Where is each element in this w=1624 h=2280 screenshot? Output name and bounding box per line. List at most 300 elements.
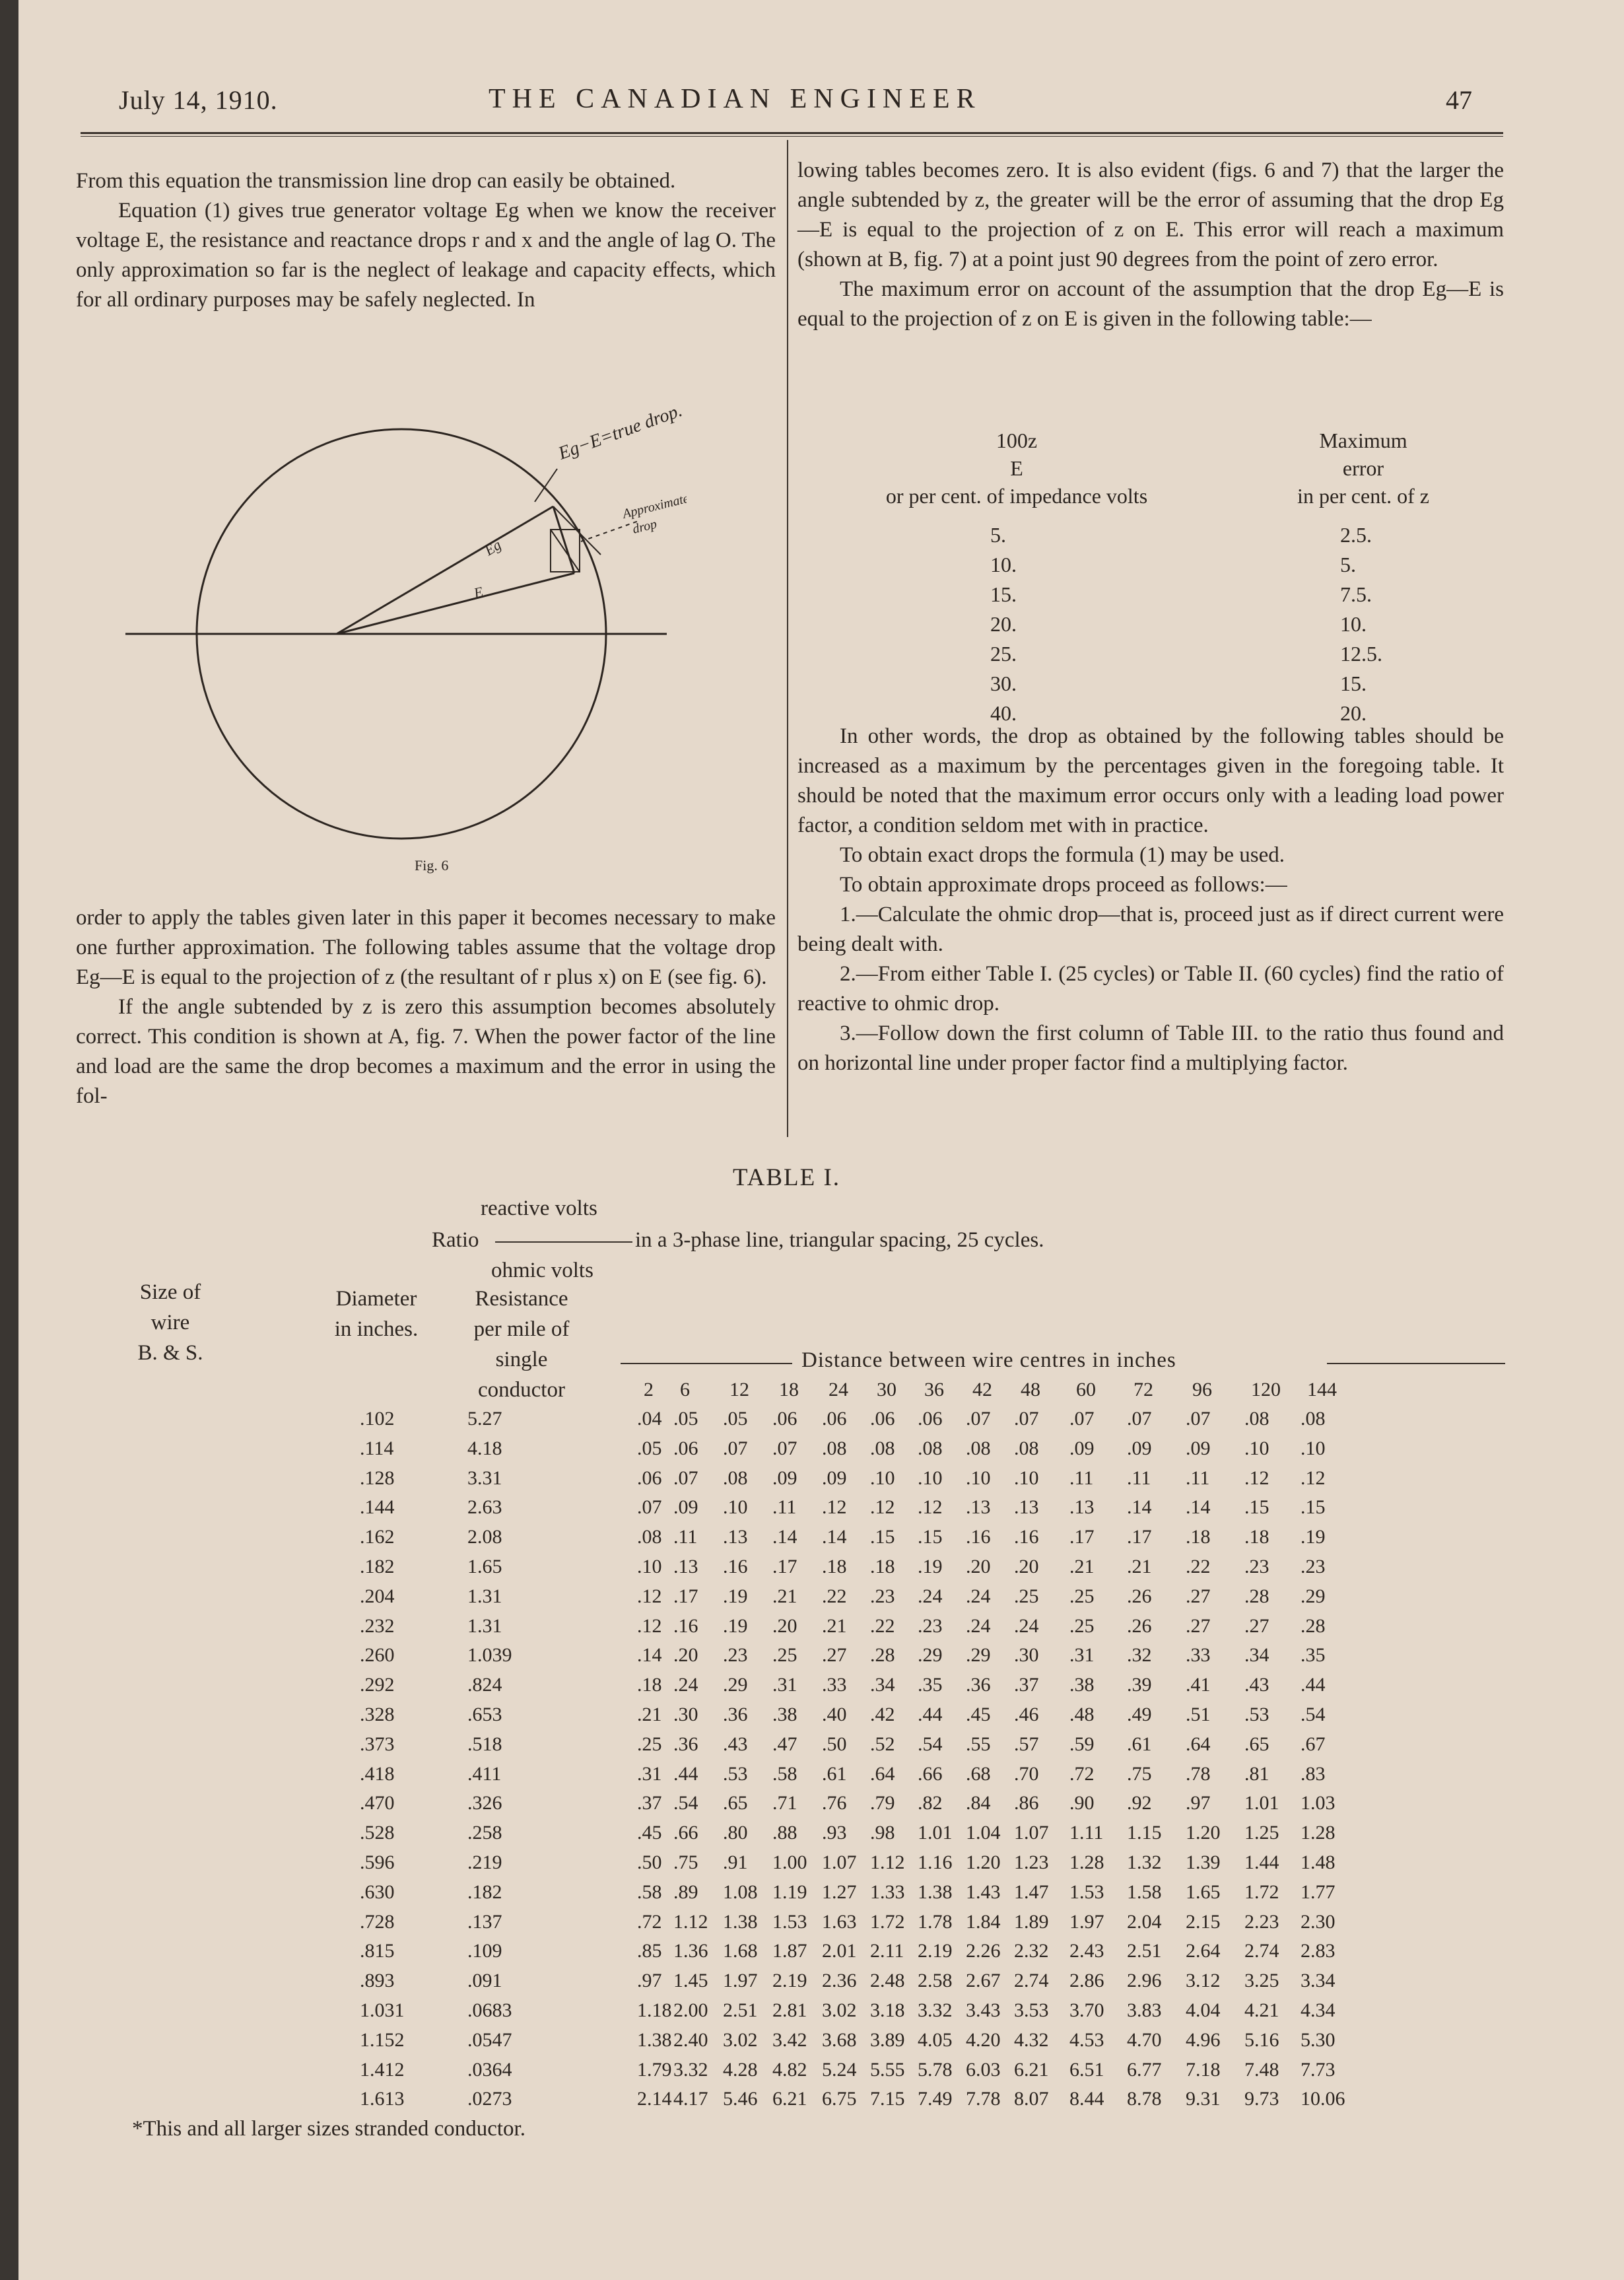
ratio-cell: 5.55 [870,2058,905,2081]
ratio-cell: .44 [1301,1674,1326,1696]
ratio-cell: .28 [870,1644,895,1667]
ratio-cell: 2.74 [1244,1940,1279,1962]
ratio-cell: .13 [673,1556,698,1577]
ratio-cell: 7.48 [1244,2058,1279,2081]
ratio-cell: 1.16 [918,1851,953,1873]
ratio-cell: .86 [1014,1792,1039,1814]
ratio-cell: .15 [870,1526,895,1548]
ratio-cell: .28 [1244,1585,1269,1607]
ratio-cell: .82 [918,1792,943,1814]
ratio-cell: 3.34 [1301,1970,1336,1992]
ratio-cell: 1.25 [1244,1822,1279,1844]
ratio-cell: .43 [723,1733,748,1755]
ratio-cell: 5.46 [723,2088,758,2110]
ratio-cell: .57 [1014,1733,1039,1755]
ratio-cell: .28 [1301,1614,1326,1637]
page-number: 47 [1446,85,1472,115]
ratio-cell: 1.20 [1186,1822,1221,1844]
ratio-cell: .07 [1014,1408,1039,1430]
error-row-max: 2.5. [1340,523,1372,547]
ratio-cell: .37 [1014,1674,1039,1696]
resistance-cell: .0273 [467,2088,512,2110]
ratio-cell: 1.72 [1244,1881,1279,1903]
diameter-cell: .630 [360,1881,395,1903]
ratio-cell: 3.89 [870,2028,905,2051]
header-rule [81,132,1503,134]
ratio-cell: .07 [1127,1408,1152,1430]
ratio-cell: .09 [822,1467,847,1489]
ratio-cell: .29 [1301,1585,1326,1607]
ratio-cell: .27 [1244,1614,1269,1637]
ratio-cell: .24 [1014,1614,1039,1637]
ratio-cell: 2.96 [1127,1970,1162,1992]
ratio-cell: .35 [1301,1644,1326,1667]
ratio-cell: .39 [1127,1674,1152,1696]
ratio-cell: 3.02 [723,2028,758,2051]
ratio-cell: .08 [1014,1437,1039,1459]
ratio-cell: 1.28 [1301,1822,1336,1844]
ratio-cell: .70 [1014,1762,1039,1785]
ratio-cell: .66 [918,1762,943,1785]
distance-heading: 42 [972,1379,992,1400]
ratio-cell: .15 [918,1526,943,1548]
distance-heading: 12 [729,1379,749,1400]
ratio-cell: .53 [1244,1704,1269,1725]
ratio-cell: 2.74 [1014,1970,1049,1992]
ratio-cell: 9.31 [1186,2088,1221,2110]
ratio-cell: .27 [822,1644,847,1667]
ratio-cell: .08 [870,1437,895,1459]
ratio-cell: .06 [918,1408,943,1430]
running-header [119,78,1472,124]
ratio-cell: 5.16 [1244,2028,1279,2051]
ratio-cell: .44 [918,1704,943,1725]
ratio-cell: .06 [870,1408,895,1430]
ratio-cell: 1.32 [1127,1851,1162,1873]
ratio-cell: .11 [673,1526,698,1548]
ratio-cell: 2.19 [918,1940,953,1962]
ratio-cell: .08 [1244,1408,1269,1430]
ratio-cell: 8.07 [1014,2088,1049,2110]
ratio-cell: .13 [1069,1496,1095,1519]
ratio-cell: .14 [822,1526,847,1548]
ratio-cell: 1.15 [1127,1822,1162,1844]
ratio-cell: .16 [723,1556,748,1577]
ratio-cell: .89 [673,1881,698,1903]
error-row-max: 5. [1340,553,1356,576]
ratio-cell: .68 [966,1762,991,1785]
ratio-cell: .40 [822,1704,847,1725]
ratio-cell: .83 [1301,1762,1326,1785]
ratio-cell: 6.03 [966,2058,1001,2081]
ratio-cell: .08 [822,1437,847,1459]
resistance-cell: .109 [467,1940,502,1962]
ratio-cell: .52 [870,1733,895,1755]
ratio-cell: 2.19 [772,1970,807,1992]
paragraph: To obtain approximate drops proceed as follows:— [840,873,1287,897]
ratio-cell: .81 [1244,1762,1269,1785]
ratio-cell: .75 [1127,1762,1152,1785]
ratio-cell: 2.40 [673,2028,708,2051]
ratio-cell: .85 [637,1940,662,1962]
ratio-cell: 6.77 [1127,2058,1162,2081]
ratio-cell: 1.79 [637,2058,672,2081]
ratio-cell: .08 [1301,1408,1326,1430]
ratio-cell: .21 [772,1585,797,1607]
resistance-cell: .258 [467,1822,502,1844]
ratio-cell: .14 [1127,1496,1152,1519]
ratio-cell: .38 [772,1704,797,1725]
ratio-cell: .21 [1069,1556,1095,1577]
ratio-cell: 4.53 [1069,2028,1104,2051]
paragraph: To obtain exact drops the formula (1) may be used. [840,843,1285,867]
ratio-cell: 1.38 [723,1910,758,1933]
resistance-cell: .0547 [467,2028,512,2051]
ratio-cell: 1.38 [918,1881,953,1903]
ratio-cell: .06 [772,1408,797,1430]
distance-heading: 120 [1251,1379,1281,1400]
ratio-cell: 8.44 [1069,2088,1104,2110]
ratio-cell: 2.51 [723,1999,758,2021]
ratio-cell: .20 [966,1556,991,1577]
ratio-cell: .05 [637,1437,662,1459]
ratio-cell: .23 [918,1614,943,1637]
ratio-cell: .04 [637,1408,662,1430]
ratio-cell: .33 [822,1674,847,1696]
ratio-cell: .21 [822,1614,847,1637]
ratio-cell: 1.77 [1301,1881,1336,1903]
paragraph: lowing tables becomes zero. It is also evident (figs. 6 and 7) that the larger the angle subtended by z, the greater will be the error of assuming that the drop Eg—E is equal to the projection of z on E. This error will reach a maximum (shown at B, fig. 7) at a point just 90 degrees from the point of zero error. [797,158,1504,271]
ratio-cell: .12 [1301,1467,1326,1489]
ratio-cell: .12 [918,1496,943,1519]
ratio-cell: .07 [637,1496,662,1519]
ratio-cell: .51 [1186,1704,1211,1725]
diameter-cell: .328 [360,1704,395,1725]
resistance-cell: 2.08 [467,1526,502,1548]
ratio-cell: .19 [1301,1526,1326,1548]
diameter-cell: .373 [360,1733,395,1755]
ratio-cell: .97 [1186,1792,1211,1814]
diameter-cell: .528 [360,1822,395,1844]
ratio-cell: .12 [637,1614,662,1637]
ratio-cell: .18 [870,1556,895,1577]
ratio-cell: 5.78 [918,2058,953,2081]
head-size: Size of wire B. & S. [137,1280,203,1365]
error-row-percent: 30. [990,672,1017,695]
ratio-cell: .22 [1186,1556,1211,1577]
resistance-cell: 3.31 [467,1467,502,1489]
ratio-cell: .12 [637,1585,662,1607]
resistance-cell: .137 [467,1910,502,1933]
paragraph: 3.—Follow down the first column of Table III. to the ratio thus found and on horizontal line under proper factor find a multiplying factor. [797,1021,1504,1075]
ratio-cell: 1.11 [1069,1822,1104,1844]
ratio-cell: 4.28 [723,2058,758,2081]
ratio-cell: .65 [1244,1733,1269,1755]
ratio-cell: 1.68 [723,1940,758,1962]
ratio-cell: .10 [1014,1467,1039,1489]
diameter-cell: .232 [360,1614,395,1637]
distance-heading: 36 [924,1379,944,1400]
ratio-cell: .10 [723,1496,748,1519]
ratio-cell: .23 [870,1585,895,1607]
ratio-cell: .23 [1301,1556,1326,1577]
ratio-cell: .24 [673,1674,698,1696]
ratio-cell: 1.07 [1014,1822,1049,1844]
ratio-cell: 1.63 [822,1910,857,1933]
ratio-cell: .66 [673,1822,698,1844]
table-title: TABLE I. [733,1164,841,1191]
resistance-cell: .824 [467,1674,502,1696]
label-e: E [472,583,485,602]
ratio-cell: 2.23 [1244,1910,1279,1933]
ratio-cell: .61 [822,1762,847,1785]
ratio-cell: .18 [822,1556,847,1577]
ratio-cell: .11 [772,1496,797,1519]
ratio-description: in a 3-phase line, triangular spacing, 25 cycles. [635,1228,1044,1252]
diameter-cell: .144 [360,1496,395,1519]
ratio-cell: .20 [772,1614,797,1637]
ratio-cell: .54 [918,1733,943,1755]
error-row-max: 7.5. [1340,582,1372,606]
ratio-cell: .64 [870,1762,895,1785]
ratio-cell: 1.97 [723,1970,758,1992]
diameter-cell: 1.031 [360,1999,405,2021]
ratio-cell: .19 [723,1585,748,1607]
ratio-cell: 4.34 [1301,1999,1336,2021]
ratio-cell: .72 [1069,1762,1095,1785]
ratio-cell: .23 [1244,1556,1269,1577]
ratio-cell: .45 [966,1704,991,1725]
ratio-cell: .72 [637,1910,662,1933]
diameter-cell: .114 [360,1437,394,1459]
ratio-cell: .35 [918,1674,943,1696]
ratio-cell: 1.12 [673,1910,708,1933]
left-column-bottom [76,903,776,1111]
header-rule-thin [81,136,1503,137]
ratio-cell: .61 [1127,1733,1152,1755]
ratio-cell: 3.53 [1014,1999,1049,2021]
ratio-cell: .20 [1014,1556,1039,1577]
diameter-cell: .815 [360,1940,395,1962]
ratio-cell: .50 [822,1733,847,1755]
figure-6 [119,409,687,885]
ratio-cell: .53 [723,1762,748,1785]
ratio-cell: .22 [870,1614,895,1637]
ratio-cell: .09 [673,1496,698,1519]
ratio-cell: 1.27 [822,1881,857,1903]
ratio-cell: 2.36 [822,1970,857,1992]
ratio-cell: .07 [772,1437,797,1459]
ratio-cell: 1.01 [918,1822,953,1844]
ratio-cell: .91 [723,1851,748,1873]
error-row-max: 20. [1340,701,1367,725]
distance-heading: 30 [877,1379,897,1400]
ratio-cell: 2.14 [637,2088,672,2110]
ratio-numerator: reactive volts [481,1196,597,1220]
ratio-cell: .27 [1186,1614,1211,1637]
ratio-cell: .21 [1127,1556,1152,1577]
ratio-cell: .27 [1186,1585,1211,1607]
ratio-cell: 4.04 [1186,1999,1221,2021]
ratio-cell: 2.67 [966,1970,1001,1992]
ratio-cell: .30 [1014,1644,1039,1667]
ratio-cell: .43 [1244,1674,1269,1696]
distance-header: Distance between wire centres in inches [801,1348,1176,1372]
ratio-cell: 4.70 [1127,2028,1162,2051]
table-footnote: *This and all larger sizes stranded conductor. [132,2117,525,2141]
ratio-cell: 2.15 [1186,1910,1221,1933]
ratio-cell: 1.20 [966,1851,1001,1873]
vector-eg [337,506,553,634]
ratio-cell: 2.51 [1127,1940,1162,1962]
ratio-cell: 6.75 [822,2088,857,2110]
ratio-cell: .11 [1186,1467,1210,1489]
ratio-cell: 4.20 [966,2028,1001,2051]
ratio-cell: 10.06 [1301,2088,1345,2110]
error-row-max: 10. [1340,612,1367,636]
ratio-cell: .92 [1127,1792,1152,1814]
right-column-bottom [797,722,1504,1078]
ratio-cell: .10 [966,1467,991,1489]
ratio-cell: .37 [637,1792,662,1814]
ratio-cell: 1.47 [1014,1881,1049,1903]
ratio-cell: 4.82 [772,2058,807,2081]
column-divider [787,140,788,1137]
error-col2-head: Maximum error in per cent. of z [1297,429,1429,508]
ratio-cell: .22 [822,1585,847,1607]
paragraph: The maximum error on account of the assumption that the drop Eg—E is equal to the projection of z on E is given in the following table:— [797,277,1504,331]
ratio-cell: .38 [1069,1674,1095,1696]
ratio-cell: .13 [1014,1496,1039,1519]
distance-heading: 60 [1076,1379,1096,1400]
ratio-cell: 3.32 [918,1999,953,2021]
resistance-cell: .518 [467,1733,502,1755]
ratio-word: Ratio [432,1228,479,1252]
ratio-cell: .08 [918,1437,943,1459]
ratio-cell: .34 [1244,1644,1269,1667]
label-drop: drop [630,516,659,537]
ratio-cell: 1.53 [1069,1881,1104,1903]
ratio-cell: .55 [966,1733,991,1755]
resistance-cell: .411 [467,1762,502,1785]
ratio-cell: .07 [1069,1408,1095,1430]
ratio-cell: .14 [772,1526,797,1548]
ratio-cell: .19 [918,1556,943,1577]
ratio-cell: .10 [1244,1437,1269,1459]
label-true-drop: Eg−E=true drop. [555,409,685,464]
ratio-cell: 3.68 [822,2028,857,2051]
paragraph: 2.—From either Table I. (25 cycles) or Table II. (60 cycles) find the ratio of reactive to ohmic drop. [797,962,1504,1016]
error-row-percent: 10. [990,553,1017,576]
ratio-cell: .64 [1186,1733,1211,1755]
ratio-cell: 2.83 [1301,1940,1336,1962]
ratio-cell: .17 [1127,1526,1152,1548]
ratio-cell: .29 [723,1674,748,1696]
ratio-cell: 1.00 [772,1851,807,1873]
ratio-cell: .44 [673,1762,698,1785]
paragraph: 1.—Calculate the ohmic drop—that is, proceed just as if direct current were being dealt with. [797,903,1504,956]
ratio-cell: .29 [966,1644,991,1667]
ratio-cell: .67 [1301,1733,1326,1755]
ratio-cell: 6.21 [1014,2058,1049,2081]
distance-rule-right [1327,1363,1505,1364]
error-row-percent: 25. [990,642,1017,666]
error-row-percent: 15. [990,582,1017,606]
ratio-cell: 7.18 [1186,2058,1221,2081]
ratio-cell: 2.32 [1014,1940,1049,1962]
ratio-cell: .09 [1186,1437,1211,1459]
distance-heading: 96 [1192,1379,1212,1400]
left-column-top [76,166,776,315]
ratio-cell: .26 [1127,1614,1152,1637]
error-row-max: 15. [1340,672,1367,695]
resistance-cell: .653 [467,1704,502,1725]
ratio-cell: .97 [637,1970,662,1992]
ratio-cell: 3.32 [673,2058,708,2081]
distance-heading: 18 [779,1379,799,1400]
ratio-cell: .14 [637,1644,662,1667]
ratio-cell: 3.70 [1069,1999,1104,2021]
diameter-cell: 1.613 [360,2088,405,2110]
ratio-cell: 3.12 [1186,1970,1221,1992]
ratio-cell: .09 [1127,1437,1152,1459]
ratio-cell: 8.78 [1127,2088,1162,2110]
ratio-cell: 7.15 [870,2088,905,2110]
diameter-cell: 1.412 [360,2058,405,2081]
vector-diagram [119,409,687,885]
vector-e [337,573,574,634]
error-row-max: 12.5. [1340,642,1382,666]
ratio-cell: 1.53 [772,1910,807,1933]
ratio-cell: .21 [637,1704,662,1725]
ratio-cell: 1.28 [1069,1851,1104,1873]
ratio-cell: .49 [1127,1704,1152,1725]
ratio-cell: 2.58 [918,1970,953,1992]
ratio-cell: 1.97 [1069,1910,1104,1933]
ratio-cell: .18 [637,1674,662,1696]
diameter-cell: 1.152 [360,2028,405,2051]
ratio-cell: .45 [637,1822,662,1844]
ratio-cell: .17 [673,1585,698,1607]
distance-heading: 72 [1133,1379,1153,1400]
error-col1-head: 100z E or per cent. of impedance volts [885,429,1148,508]
ratio-cell: 9.73 [1244,2088,1279,2110]
diameter-cell: .204 [360,1585,395,1607]
ratio-cell: 4.96 [1186,2028,1221,2051]
resistance-cell: .326 [467,1792,502,1814]
ratio-cell: .05 [723,1408,748,1430]
resistance-cell: .091 [467,1970,502,1992]
ratio-cell: .17 [1069,1526,1095,1548]
ratio-cell: .42 [870,1704,895,1725]
resistance-cell: .0683 [467,1999,512,2021]
ratio-cell: .31 [637,1762,662,1785]
ratio-cell: .71 [772,1792,797,1814]
diameter-cell: .128 [360,1467,395,1489]
ratio-cell: .20 [673,1644,698,1667]
error-row-percent: 40. [990,701,1017,725]
page [18,0,1624,2280]
distance-heading: 144 [1307,1379,1337,1400]
ratio-cell: .06 [673,1437,698,1459]
right-column-top [797,156,1504,334]
ratio-cell: 1.89 [1014,1910,1049,1933]
ratio-cell: 2.00 [673,1999,708,2021]
distance-heading: 48 [1021,1379,1040,1400]
resistance-cell: 1.31 [467,1585,502,1607]
resistance-cell: 1.039 [467,1644,512,1667]
ratio-cell: 1.39 [1186,1851,1221,1873]
